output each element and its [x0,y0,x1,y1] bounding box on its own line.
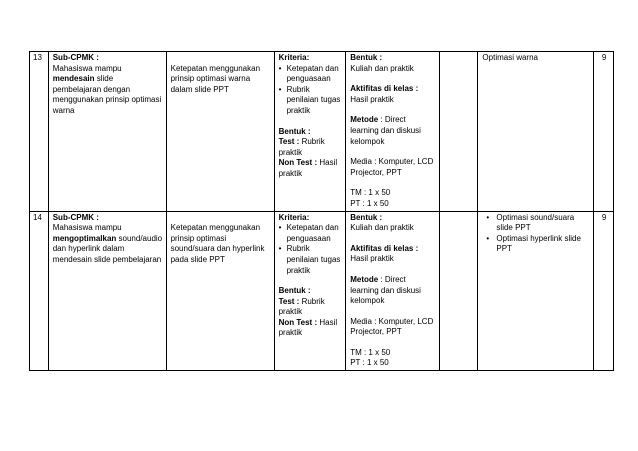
week-number-cell: 13 [30,52,49,212]
rps-table [29,51,614,371]
media-text: Media : Komputer, LCD Projector, PPT [350,157,434,177]
nontest-value: Hasil praktik [278,317,338,338]
metode-bentuk-value: Kuliah dan praktik [350,63,414,73]
bentuk-heading: Bentuk : [278,126,311,136]
list-item: • Ketepatan dan penguasaan [279,223,343,244]
sub-cpmk-heading: Sub-CPMK : [52,53,99,62]
pt-text: PT : 1 x 50 [350,358,389,368]
list-item: • Rubrik penilaian tugas praktik [279,85,343,117]
sub-cpmk-cell [48,52,166,212]
pt-text: PT : 1 x 50 [350,198,389,208]
aktifitas-value: Hasil praktik [350,94,394,104]
metode-value: : Direct learning dan diskusi kelompok [350,115,421,146]
tm-text: TM : 1 x 50 [350,188,391,198]
kriteria-heading: Kriteria: [278,212,310,222]
table-row [30,211,614,371]
indikator-text: Ketepatan menggunakan prinsip optimasi warna dalam slide PPT [170,63,261,94]
sub-cpmk-text: Mahasiswa mampu mendesain slide pembelajaran dengan menggunakan prinsip optimasi warna [52,63,162,115]
list-item: • Rubrik penilaian tugas praktik [279,244,343,276]
week-number-cell: 14 [30,211,49,371]
metode-bentuk-label: Bentuk : [350,53,383,62]
sub-cpmk-heading: Sub-CPMK : [52,212,99,222]
materi-text: Optimasi warna [482,53,538,62]
indikator-text: Ketepatan menggunakan prinsip optimasi sound/suara dan hyperlink pada slide PPT [170,223,265,264]
empty-cell [439,211,478,371]
test-value: Rubrik praktik [278,296,325,317]
materi-cell [478,52,594,212]
indikator-cell [166,52,274,212]
kriteria-cell: Kriteria: • Ketepatan dan penguasaan • Rubrik penilaian tugas praktik Bentuk : Test : Rubrik praktik Non Test : Hasil praktik [274,211,346,371]
kriteria-heading: Kriteria: [278,53,310,62]
bentuk-heading: Bentuk : [278,286,311,296]
metode-cell: Bentuk : Kuliah dan praktik Aktifitas di kelas : Hasil praktik Metode : Direct learning dan diskusi kelompok Media : Komputer, LCD Projector, PPT TM : 1 x 50 PT : 1 x 50 [346,52,440,212]
bobot-cell: 9 [594,211,614,371]
tm-text: TM : 1 x 50 [350,347,391,357]
indikator-cell [166,211,274,371]
list-item: • Optimasi sound/suara slide PPT [482,213,590,234]
media-text: Media : Komputer, LCD Projector, PPT [350,316,434,337]
sub-cpmk-cell [48,211,166,371]
materi-cell [478,211,594,371]
metode-bentuk-value: Kuliah dan praktik [350,223,414,233]
test-value: Rubrik praktik [278,137,325,157]
list-item: • Optimasi hyperlink slide PPT [482,234,590,255]
metode-bentuk-label: Bentuk : [350,212,383,222]
aktifitas-value: Hasil praktik [350,254,394,264]
table-row [30,52,614,212]
nontest-value: Hasil praktik [278,158,338,178]
list-item: • Ketepatan dan penguasaan [279,64,343,85]
kriteria-cell: Kriteria: • Ketepatan dan penguasaan • Rubrik penilaian tugas praktik Bentuk : Test : Rubrik praktik Non Test : Hasil praktik [274,52,346,212]
sub-cpmk-text: Mahasiswa mampu mengoptimalkan sound/audio dan hyperlink dalam mendesain slide pembelajaran [52,223,163,264]
metode-cell: Bentuk : Kuliah dan praktik Aktifitas di kelas : Hasil praktik Metode : Direct learning dan diskusi kelompok Media : Komputer, LCD Projector, PPT TM : 1 x 50 PT : 1 x 50 [346,211,440,371]
bobot-cell: 9 [594,52,614,212]
empty-cell [439,52,478,212]
metode-value: : Direct learning dan diskusi kelompok [350,274,421,306]
